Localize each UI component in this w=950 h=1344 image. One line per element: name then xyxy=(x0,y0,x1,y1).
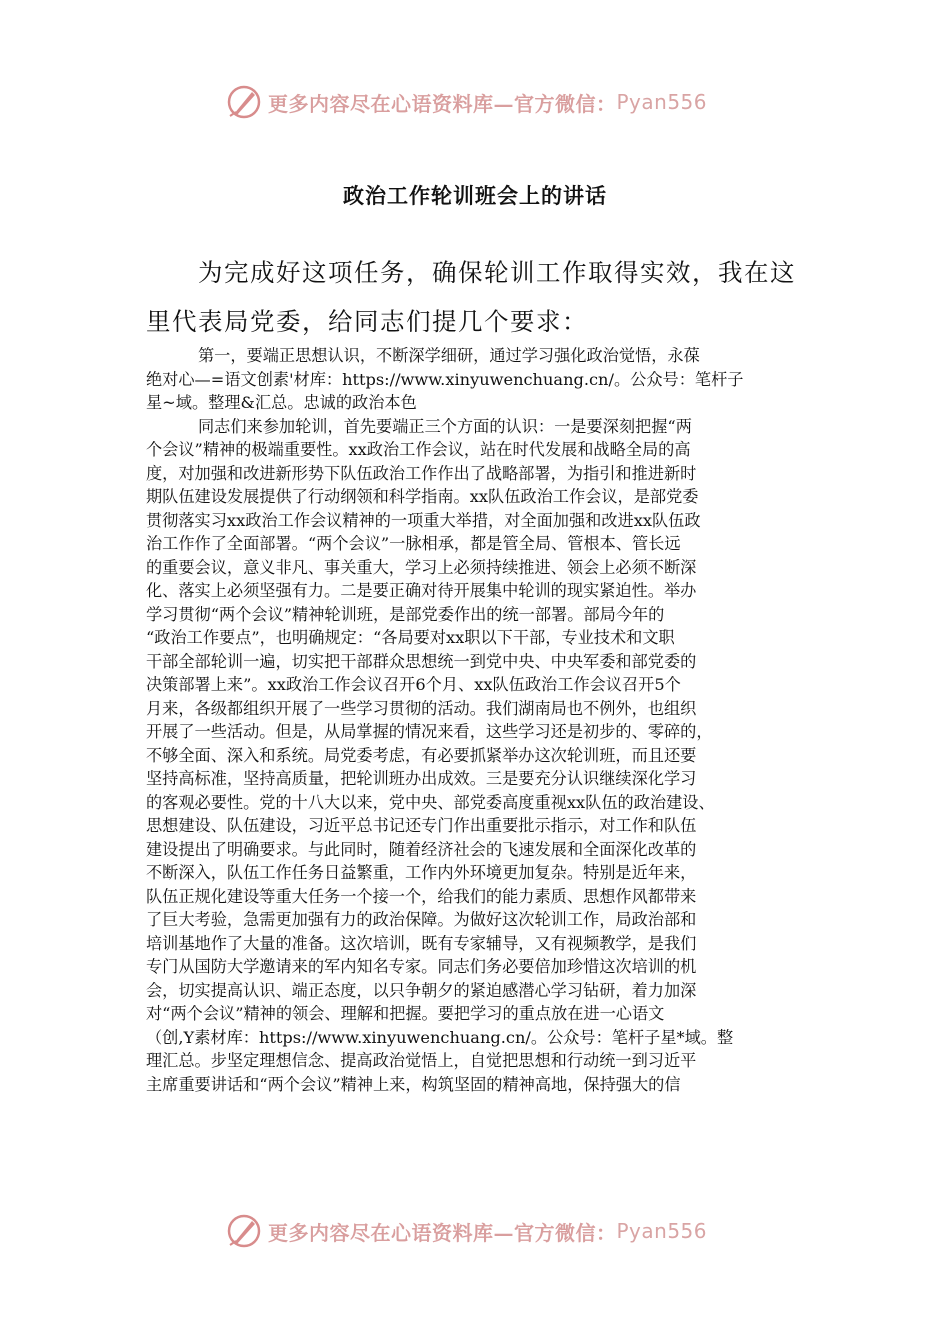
body-line: 个会议”精神的极端重要性。xx政治工作会议，站在时代发展和战略全局的高 xyxy=(146,440,691,459)
body-line: 期队伍建设发展提供了行动纲领和科学指南。xx队伍政治工作会议，是部党委 xyxy=(146,487,699,506)
body-line: 同志们来参加轮训，首先要端正三个方面的认识：一是要深刻把握“两 xyxy=(198,416,692,436)
body-line: 主席重要讲话和“两个会议”精神上来，构筑坚固的精神高地，保持强大的信 xyxy=(146,1074,681,1094)
body-line: 培训基地作了大量的准备。这次培训，既有专家辅导，又有视频教学，是我们 xyxy=(146,933,697,953)
body-line: 月来，各级都组织开展了一些学习贯彻的活动。我们湖南局也不例外，也组织 xyxy=(146,698,697,718)
body-line: 治工作作了全面部署。“两个会议”一脉相承，都是管全局、管根本、管长远 xyxy=(146,534,681,553)
body-text xyxy=(146,344,816,1096)
body-line: 化、落实上必须坚强有力。二是要正确对待开展集中轮训的现实紧迫性。举办 xyxy=(146,581,697,600)
watermark-wechat: Pyan556 xyxy=(616,90,708,114)
body-line: 对“两个会议”精神的领会、理解和把握。要把学习的重点放在进一心语文 xyxy=(146,1004,665,1023)
body-line: 建设提出了明确要求。与此同时，随着经济社会的飞速发展和全面深化改革的 xyxy=(146,839,697,859)
watermark-text: 更多内容尽在心语资料库—官方微信： xyxy=(268,1220,617,1245)
body-line: 思想建设、队伍建设，习近平总书记还专门作出重要批示指示，对工作和队伍 xyxy=(146,816,697,835)
body-line: 的客观必要性。党的十八大以来，党中央、部党委高度重视xx队伍的政治建设、 xyxy=(146,792,715,812)
body-line: 理汇总。步坚定理想信念、提高政治觉悟上，自觉把思想和行动统一到习近平 xyxy=(146,1051,697,1070)
body-line: 会，切实提高认识、端正态度，以只争朝夕的紧迫感潜心学习钻研，着力加深 xyxy=(146,980,697,1000)
lead-paragraph xyxy=(146,248,806,346)
body-line: 星~域。整理&汇总。忠诚的政治本色 xyxy=(146,393,417,412)
body-line: 不够全面、深入和系统。局党委考虑，有必要抓紧举办这次轮训班，而且还要 xyxy=(146,745,697,765)
body-line: 绝对心—=语文创素'材库：https://www.xinyuwenchuang.cn/。公众号：笔杆子 xyxy=(146,369,744,389)
watermark-banner-bottom xyxy=(226,1211,746,1251)
watermark-wechat: Pyan556 xyxy=(616,1219,708,1243)
quill-logo-icon xyxy=(226,1213,262,1249)
document-title: 政治工作轮训班会上的讲话 xyxy=(343,184,607,208)
quill-logo-icon xyxy=(226,84,262,120)
lead-line: 为完成好这项任务，确保轮训工作取得实效，我在这 xyxy=(198,258,796,287)
body-line: 决策部署上来”。xx政治工作会议召开6个月、xx队伍政治工作会议召开5个 xyxy=(146,675,681,694)
body-line: 的重要会议，意义非凡、事关重大，学习上必须持续推进、领会上必须不断深 xyxy=(146,557,697,577)
body-line: 开展了一些活动。但是，从局掌握的情况来看，这些学习还是初步的、零碎的， xyxy=(146,722,713,741)
body-line: 干部全部轮训一遍，切实把干部群众思想统一到党中央、中央军委和部党委的 xyxy=(146,651,697,671)
body-line: 专门从国防大学邀请来的军内知名专家。同志们务必要倍加珍惜这次培训的机 xyxy=(146,957,697,976)
body-line: 了巨大考验，急需更加强有力的政治保障。为做好这次轮训工作，局政治部和 xyxy=(146,910,697,929)
lead-line: 里代表局党委，给同志们提几个要求： xyxy=(146,307,588,336)
body-line: 不断深入，队伍工作任务日益繁重，工作内外环境更加复杂。特别是近年来， xyxy=(146,863,697,882)
body-line: 队伍正规化建设等重大任务一个接一个，给我们的能力素质、思想作风都带来 xyxy=(146,886,697,906)
body-line: “政治工作要点”，也明确规定：“各局要对xx职以下干部，专业技术和文职 xyxy=(146,628,675,647)
body-line: 贯彻落实习xx政治工作会议精神的一项重大举措，对全面加强和改进xx队伍政 xyxy=(146,510,701,530)
body-line: 坚持高标准，坚持高质量，把轮训班办出成效。三是要充分认识继续深化学习 xyxy=(146,769,697,788)
watermark-banner-top xyxy=(226,82,746,122)
watermark-text: 更多内容尽在心语资料库—官方微信： xyxy=(268,91,617,116)
body-line: 学习贯彻“两个会议”精神轮训班，是部党委作出的统一部署。部局今年的 xyxy=(146,604,665,624)
body-line: 度，对加强和改进新形势下队伍政治工作作出了战略部署，为指引和推进新时 xyxy=(146,463,697,483)
body-line: （创,Y素材库：https://www.xinyuwenchuang.cn/。公众号：笔杆子星*域。整 xyxy=(146,1027,734,1047)
body-line: 第一，要端正思想认识，不断深学细研，通过学习强化政治觉悟，永葆 xyxy=(198,346,700,365)
